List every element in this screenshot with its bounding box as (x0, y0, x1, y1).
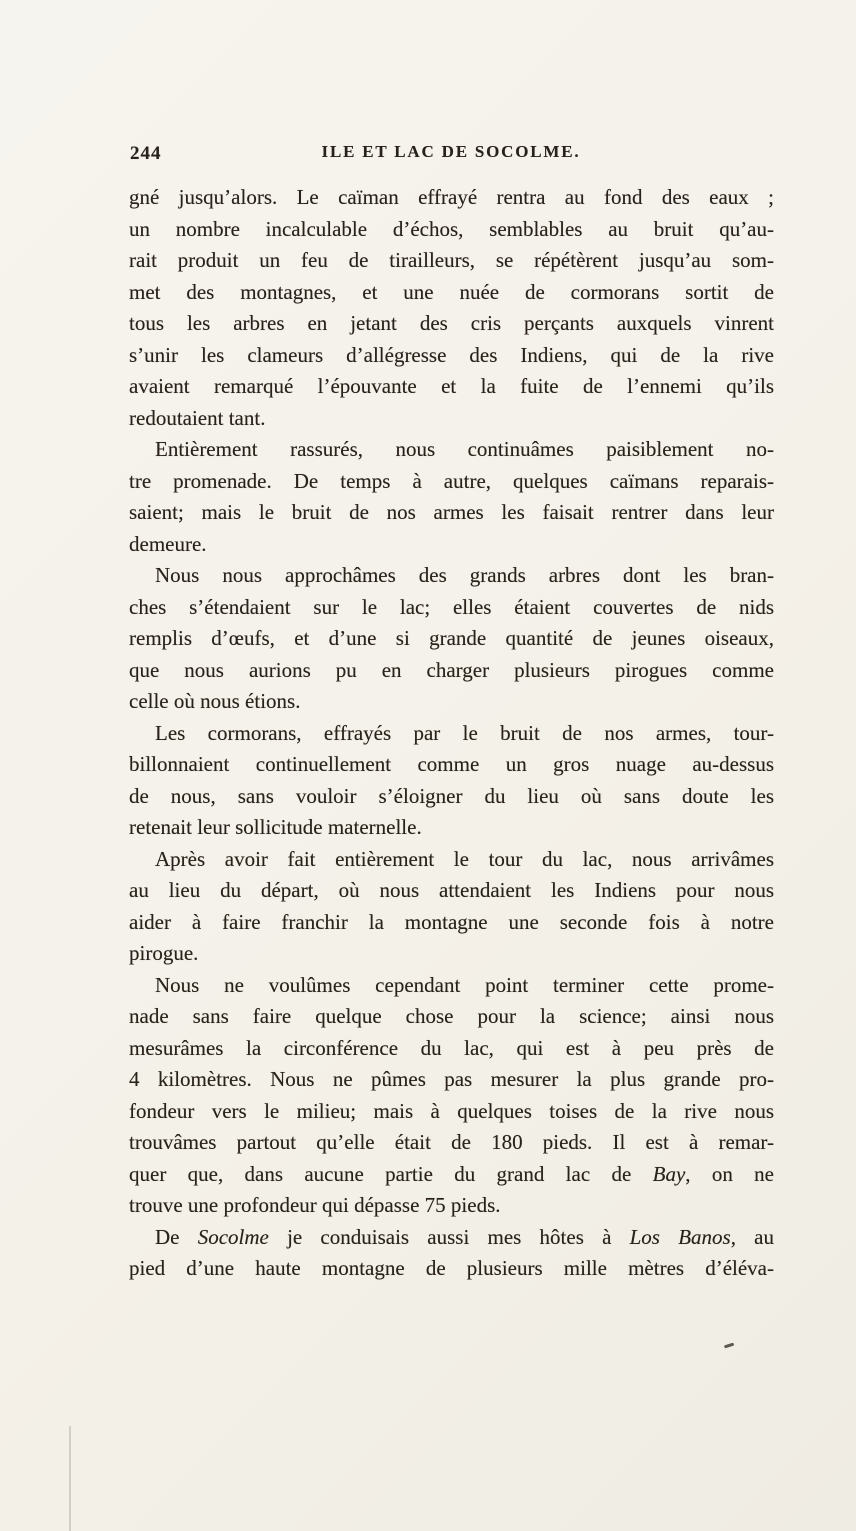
text-segment: nade sans faire quelque chose pour la science; ainsi nous (129, 1004, 774, 1028)
text-line (129, 686, 774, 718)
text-segment: rait produit un feu de tirailleurs, se répétèrent jusqu’au som- (129, 248, 774, 272)
text-segment: , on ne (685, 1161, 774, 1186)
stray-ink-mark (724, 1343, 734, 1348)
text-line (129, 1222, 774, 1254)
text-line (129, 844, 774, 876)
text-line (129, 1096, 774, 1128)
text-line (129, 970, 774, 1002)
text-segment: Nous nous approchâmes des grands arbres dont les bran- (155, 563, 774, 587)
text-segment: retenait leur sollicitude maternelle. (129, 815, 422, 839)
text-line (129, 592, 774, 624)
text-line (129, 560, 774, 592)
text-segment: je conduisais aussi mes hôtes à (268, 1224, 630, 1249)
text-line (129, 245, 774, 277)
text-segment: s’unir les clameurs d’allégresse des Indiens, qui de la rive (129, 342, 774, 367)
text-segment: trouve une profondeur qui dépasse 75 pieds. (129, 1193, 501, 1217)
text-line (129, 403, 774, 435)
text-line (129, 182, 774, 214)
text-segment: De (155, 1224, 198, 1249)
text-segment: celle où nous étions. (129, 689, 301, 713)
text-segment: met des montagnes, et une nuée de cormorans sortit de (129, 279, 774, 304)
text-line (129, 907, 774, 939)
text-line (129, 875, 774, 907)
text-line (129, 655, 774, 687)
text-segment: aider à faire franchir la montagne une seconde fois à notre (129, 909, 774, 934)
text-line (129, 812, 774, 844)
text-segment: , au (730, 1224, 774, 1249)
text-segment: avaient remarqué l’épouvante et la fuite de l’ennemi qu’ils (129, 374, 774, 398)
text-segment: de nous, sans vouloir s’éloigner du lieu où sans doute les (129, 783, 774, 808)
text-segment: trouvâmes partout qu’elle était de 180 pieds. Il est à remar- (129, 1130, 774, 1154)
text-body (129, 182, 774, 1285)
text-line (129, 781, 774, 813)
text-line (129, 1001, 774, 1033)
text-segment: Entièrement rassurés, nous continuâmes paisiblement no- (155, 437, 774, 461)
text-line (129, 434, 774, 466)
text-segment: saient; mais le bruit de nos armes les faisait rentrer dans leur (129, 500, 774, 524)
text-line (129, 623, 774, 655)
text-segment: redoutaient tant. (129, 405, 266, 430)
text-segment: que nous aurions pu en charger plusieurs pirogues comme (129, 657, 774, 682)
text-line (129, 1064, 774, 1096)
text-segment: au lieu du départ, où nous attendaient les Indiens pour nous (129, 878, 774, 902)
page-edge-artifact (69, 1426, 71, 1531)
text-segment: billonnaient continuellement comme un gros nuage au-dessus (129, 752, 774, 776)
text-segment: remplis d’œufs, et d’une si grande quantité de jeunes oiseaux, (129, 626, 774, 650)
text-line (129, 1033, 774, 1065)
text-line (129, 497, 774, 529)
text-line (129, 718, 774, 750)
text-line (129, 938, 774, 970)
text-segment: pirogue. (129, 941, 199, 965)
text-segment: Après avoir fait entièrement le tour du lac, nous arrivâmes (155, 846, 774, 871)
text-line (129, 466, 774, 498)
text-line (129, 749, 774, 781)
text-segment: quer que, dans aucune partie du grand lac de (129, 1161, 653, 1186)
text-segment: gné jusqu’alors. Le caïman effrayé rentra au fond des eaux ; (129, 185, 774, 209)
text-segment: tous les arbres en jetant des cris perçants auxquels vinrent (129, 311, 774, 335)
page-header (128, 140, 774, 168)
text-segment: Les cormorans, effrayés par le bruit de nos armes, tour- (155, 720, 774, 745)
text-segment: mesurâmes la circonférence du lac, qui est à peu près de (129, 1035, 774, 1060)
italic-text: Bay (652, 1161, 686, 1186)
text-line (129, 214, 774, 246)
italic-text: Socolme (197, 1224, 269, 1249)
text-segment: ches s’étendaient sur le lac; elles étaient couvertes de nids (129, 594, 774, 619)
italic-text: Los Banos (629, 1224, 731, 1249)
text-line (129, 340, 774, 372)
text-line (129, 529, 774, 561)
text-line (129, 1253, 774, 1285)
text-segment: Nous ne voulûmes cependant point terminer cette prome- (155, 972, 774, 997)
text-line (129, 371, 774, 403)
text-segment: fondeur vers le milieu; mais à quelques toises de la rive nous (129, 1098, 774, 1123)
text-line (129, 1159, 774, 1191)
text-segment: pied d’une haute montagne de plusieurs mille mètres d’éléva- (129, 1256, 774, 1280)
running-title: ILE ET LAC DE SOCOLME. (321, 142, 581, 161)
text-line (129, 308, 774, 340)
text-segment: demeure. (129, 531, 207, 556)
text-segment: un nombre incalculable d’échos, semblables au bruit qu’au- (129, 216, 774, 241)
text-line (129, 1127, 774, 1159)
page-number: 244 (130, 143, 162, 164)
text-segment: 4 kilomètres. Nous ne pûmes pas mesurer la plus grande pro- (129, 1067, 774, 1091)
text-line (129, 277, 774, 309)
text-segment: tre promenade. De temps à autre, quelques caïmans reparais- (129, 468, 774, 493)
text-line (129, 1190, 774, 1222)
